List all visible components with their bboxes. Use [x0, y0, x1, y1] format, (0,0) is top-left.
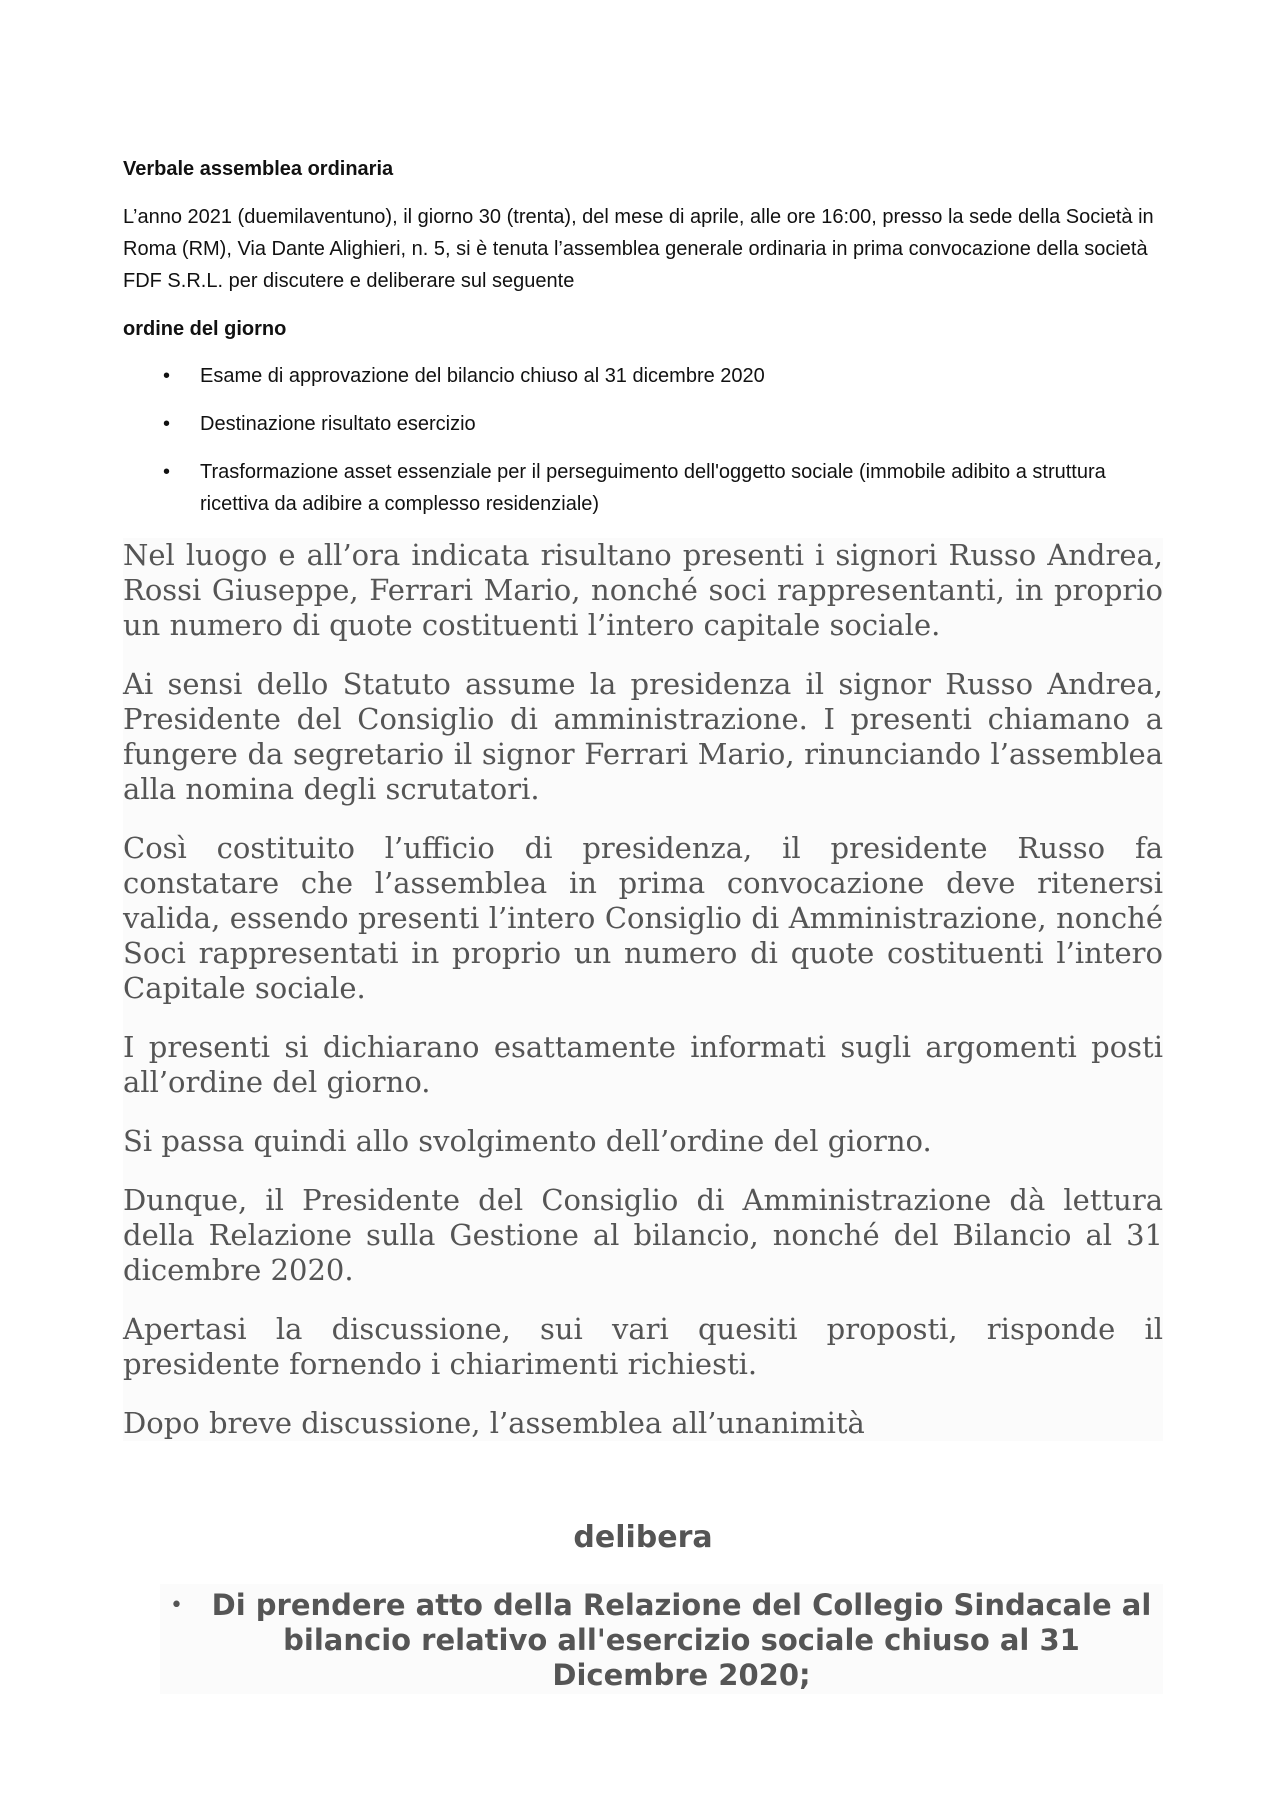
delibera-heading: delibera — [573, 1520, 713, 1555]
document-title: Verbale assemblea ordinaria — [123, 158, 394, 180]
agenda-item-text: Trasformazione asset essenziale per il perseguimento dell'oggetto sociale (immobile adibito a struttura ricettiva da adibire a complesso residenziale) — [200, 461, 1106, 515]
body-paragraph: Così costituito l’ufficio di presidenza, il presidente Russo fa constatare che l’assemblea in prima convocazione deve ritenersi valida, essendo presenti l’intero Consiglio di Amministrazione, nonché Soci rappresentati in proprio un numero di quote costituenti l’intero Capitale sociale. — [123, 831, 1163, 1005]
body-paragraph: Dopo breve discussione, l’assemblea all’unanimità — [123, 1406, 865, 1440]
agenda-item-text: Destinazione risultato esercizio — [200, 413, 476, 435]
bullet-icon: • — [163, 365, 171, 387]
body-paragraph: Nel luogo e all’ora indicata risultano presenti i signori Russo Andrea, Rossi Giuseppe, Ferrari Mario, nonché soci rappresentanti, in proprio un numero di quote costituenti l’intero capitale sociale. — [123, 538, 1163, 642]
body-paragraph: Apertasi la discussione, sui vari quesiti proposti, risponde il presidente fornendo i chiarimenti richiesti. — [123, 1312, 1163, 1381]
body-paragraph: Si passa quindi allo svolgimento dell’ordine del giorno. — [123, 1124, 932, 1158]
decision-item-text: Di prendere atto della Relazione del Collegio Sindacale al bilancio relativo all'esercizio sociale chiuso al 31 Dicembre 2020; — [211, 1588, 1152, 1692]
bullet-icon: • — [163, 461, 171, 483]
agenda-heading: ordine del giorno — [123, 318, 287, 340]
body-paragraph: I presenti si dichiarano esattamente informati sugli argomenti posti all’ordine del giorno. — [123, 1030, 1163, 1099]
intro-paragraph: L’anno 2021 (duemilaventuno), il giorno 30 (trenta), del mese di aprile, alle ore 16:00, presso la sede della Società in Roma (RM), Via Dante Alighieri, n. 5, si è tenuta l’assemblea generale ordinaria in prima convocazione della società FDF S.R.L. per discutere e deliberare sul seguente — [123, 206, 1154, 292]
agenda-list — [123, 360, 1163, 536]
bullet-icon: • — [163, 413, 171, 435]
decision-item — [160, 1588, 1163, 1693]
body-paragraph: Ai sensi dello Statuto assume la presidenza il signor Russo Andrea, Presidente del Consiglio di amministrazione. I presenti chiamano a fungere da segretario il signor Ferrari Mario, rinunciando l’assemblea alla nomina degli scrutatori. — [123, 667, 1163, 806]
agenda-item-text: Esame di approvazione del bilancio chiuso al 31 dicembre 2020 — [200, 365, 765, 387]
decision-list — [160, 1588, 1163, 1693]
minutes-body — [123, 538, 1163, 1441]
agenda-item — [123, 408, 1163, 440]
agenda-item — [123, 456, 1163, 520]
body-paragraph: Dunque, il Presidente del Consiglio di Amministrazione dà lettura della Relazione sulla Gestione al bilancio, nonché del Bilancio al 31 dicembre 2020. — [123, 1183, 1163, 1287]
bullet-icon: • — [170, 1593, 183, 1618]
agenda-item — [123, 360, 1163, 392]
